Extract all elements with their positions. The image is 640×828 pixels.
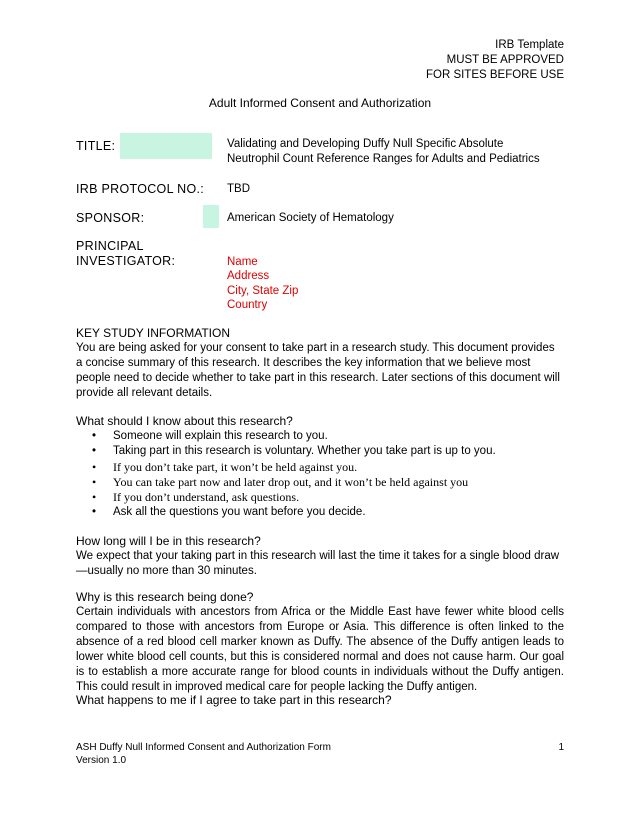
footer-version: Version 1.0 — [76, 755, 127, 766]
pi-label-line1: PRINCIPAL — [76, 239, 144, 253]
pi-country: Country — [227, 299, 268, 311]
irb-template-label: IRB Template — [495, 39, 564, 51]
pi-name: Name — [227, 256, 258, 268]
footer-form-name: ASH Duffy Null Informed Consent and Authorization Form — [76, 742, 331, 753]
pi-address: Address — [227, 270, 270, 282]
how-long-body: We expect that your taking part in this research will last the time it takes for a single blood draw—usually no more than 30 minutes. — [76, 550, 560, 577]
list-item: • Taking part in this research is voluntary. Whether you take part is up to you. — [76, 444, 496, 459]
list-item: • Ask all the questions you want before you decide. — [76, 505, 496, 520]
study-title-line1: Validating and Developing Duffy Null Specific Absolute — [227, 138, 504, 150]
for-sites-label: FOR SITES BEFORE USE — [425, 69, 564, 81]
protocol-value: TBD — [227, 183, 250, 195]
list-item: • If you don’t take part, it won’t be held against you. — [76, 460, 496, 475]
document-title: Adult Informed Consent and Authorization — [208, 96, 432, 110]
title-highlight-field — [120, 133, 212, 159]
know-bullet-list — [76, 429, 496, 521]
sponsor-highlight-field — [203, 205, 219, 228]
title-label: TITLE: — [76, 139, 116, 153]
study-title-line2: Neutrophil Count Reference Ranges for Adults and Pediatrics — [227, 153, 540, 165]
sponsor-value: American Society of Hematology — [227, 212, 394, 224]
why-heading: Why is this research being done? — [76, 590, 254, 604]
list-item: • If you don’t understand, ask questions. — [76, 490, 496, 505]
must-be-approved-label: MUST BE APPROVED — [446, 54, 564, 66]
list-item: • Someone will explain this research to you. — [76, 429, 496, 444]
why-body: Certain individuals with ancestors from Africa or the Middle East have fewer white blood cells compared to those with ancestors from Europe or Asia. This difference is often linked to the absence of a red blood cell marker known as Duffy. The absence of the Duffy antigen leads to lower white blood cell counts, but this is considered normal and does not cause harm. Our goal is to establish a more accurate range for blood counts in individuals without the Duffy antigen. This could result in improved medical care for people lacking the Duffy antigen. — [76, 606, 564, 693]
pi-label-line2: INVESTIGATOR: — [76, 254, 176, 268]
know-heading: What should I know about this research? — [76, 414, 293, 428]
page-number: 1 — [558, 742, 564, 753]
list-item: • You can take part now and later drop out, and it won’t be held against you — [76, 475, 496, 490]
protocol-label: IRB PROTOCOL NO.: — [76, 182, 205, 196]
key-info-body: You are being asked for your consent to take part in a research study. This document provides a concise summary of this research. It describes the key information that we believe most people need to decide whether to take part in this research. Later sections of this document will provide all relevant details. — [76, 342, 560, 399]
sponsor-label: SPONSOR: — [76, 211, 145, 225]
pi-city: City, State Zip — [227, 285, 299, 297]
key-info-heading: KEY STUDY INFORMATION — [76, 326, 231, 340]
how-long-heading: How long will I be in this research? — [76, 534, 261, 548]
what-happens-heading: What happens to me if I agree to take part in this research? — [76, 693, 392, 707]
